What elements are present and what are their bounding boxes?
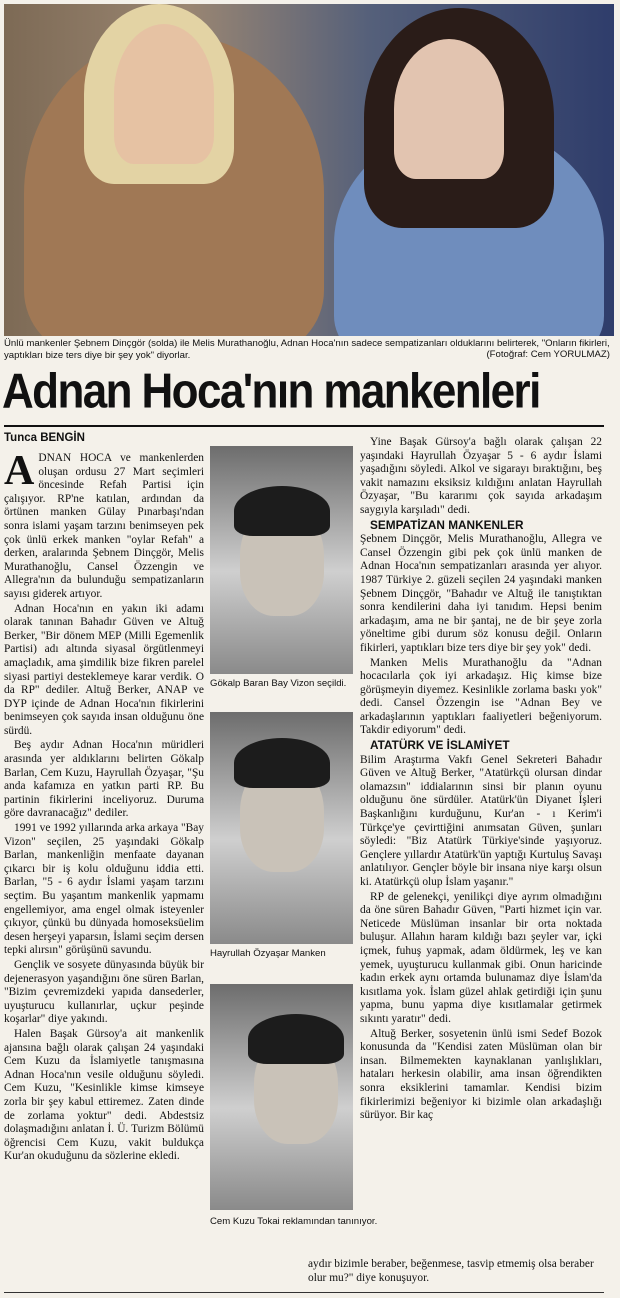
- headline-rule: [4, 425, 604, 427]
- photo-cem: [210, 984, 353, 1210]
- photo-hayrullah: [210, 712, 353, 944]
- col1-paragraph-5: Gençlik ve sosyete dünyasında büyük bir dejenerasyon yaşandığını öne süren Barlan, "Bizim çevremizdeki yapıda dansederler, uyuşturucu kullanırlar, uçkur peşinde koşarlar" diye yakındı.: [4, 958, 204, 1026]
- column-3: [360, 436, 602, 1124]
- bottom-rule: [4, 1292, 604, 1293]
- left-model-face: [114, 24, 214, 164]
- photo-caption-hayrullah: Hayrullah Özyaşar Manken: [210, 948, 326, 959]
- drop-cap: A: [4, 448, 35, 494]
- col1-paragraph-6: Halen Başak Gürsoy'a ait mankenlik ajansına bağlı olarak çalışan 24 yaşındaki Cem Kuzu da İslamiyetle tanışmasına Adnan Hoca'nın vesile olduğunu söyledi. Cem Kuzu, "Kesinlikle kimse kimseye zorla bir şey kabul ettiremez. Zaten dinde de zorlama yoktur" dedi. Abdestsiz dolaşmadığını anlatan İ. Ü. Turizm Bölümü öğrencisi Cem Kuzu, vakit buldukça Kur'an okuduğunu da sözlerine ekledi.: [4, 1027, 204, 1163]
- col3-paragraph-1: Yine Başak Gürsoy'a bağlı olarak çalışan 22 yaşındaki Hayrullah Özyaşar 5 - 6 aydır İslami yaşadığını söyledi. Alkol ve sigarayı bıraktığını, beş vakit namazını eksiksiz kıldığını anlatan Hayrullah Özyaşar, "Bu kararımı çok sayıda arkadaşım saygıyla karşıladı" dedi.: [360, 436, 602, 516]
- right-model-face: [394, 39, 504, 179]
- closing-line: aydır bizimle beraber, beğenmese, tasvip etmemiş olsa beraber olur mu?" diye konuşuyor.: [308, 1258, 594, 1284]
- subhead-ataturk: ATATÜRK VE İSLAMİYET: [370, 738, 510, 753]
- col1-paragraph-2: Adnan Hoca'nın en yakın iki adamı olarak tanınan Bahadır Güven ve Altuğ Berker, "Bir dönem MEP (Milli Egemenlik Partisi) adı altında siyasal örgütlenmeyi amaçladık, ama şimdilik bize fikren parelel siyasi partiyi desteklemeye karar verdik. O da RP" dediler. Altuğ Berker, ANAP ve DYP içinde de Adnan Hoca'nın fikirlerini benimseyen çok sayıda insan olduğunu öne sürdü.: [4, 602, 204, 737]
- byline: Tunca BENGİN: [4, 432, 85, 444]
- hair: [234, 486, 330, 536]
- photo-caption: [4, 338, 614, 361]
- photo-caption-gokalp: Gökalp Baran Bay Vizon seçildi.: [210, 678, 347, 689]
- col3-paragraph-4: Bilim Araştırma Vakfı Genel Sekreteri Bahadır Güven ve Altuğ Berker, "Atatürkçü olursan dindar olamazsın" iddialarının sinsi bir planın oyunu olduğunu öne sürdüler. Atatürk'ün Diyanet İşleri Başkanlığını kurduğunu, Kur'an - ı Kerim'i Türkçe'ye çevirttiğini anımsatan Güven, şunları söyledi: "Biz Atatürk Türkiye'sinde yaşıyoruz. Gençlere yıllardır Atatürk'ün yaptığı Kurtuluş Savaşı anlatılıyor. Gençler böyle bir insana niye karşı olsun ki. Atatürkçü olup İslam yaşanır.": [360, 753, 602, 888]
- col3-paragraph-6: Altuğ Berker, sosyetenin ünlü ismi Sedef Bozok konusunda da "Kendisi zaten Müslüman olan bir insan. Bilmemekten kaynaklanan yanlışlıkları, hataları herkesin olabilir, ama insan öğrendikten sonra eksiklerini tamamlar. Kendisi bizim fikirlerimizi beğeniyor ki bizimle olan arkadaşlığı sürüyor. Bir kaç: [360, 1027, 602, 1122]
- hair: [248, 1014, 344, 1064]
- photo-credit: (Fotoğraf: Cem YORULMAZ): [486, 349, 610, 360]
- col1-paragraph-3: Beş aydır Adnan Hoca'nın müridleri arasında yer aldıklarını belirten Gökalp Barlan, Cem Kuzu, Hayrullah Özyaşar, "Şu anda kafamıza en yatkın parti RP. Bu partinin fikirlerini inceliyoruz. Duruma göre davranacağız" dediler.: [4, 739, 204, 820]
- col3-paragraph-3: Manken Melis Murathanoğlu da "Adnan hocacılarla çok iyi arkadaşız. Hiç kimse bize görüşmeyin diyemez. Kesinlikle zorlama baskı yok" dedi. Cansel Özzengin ise "Adnan Bey ve arkadaşlarının yaptıkları faaliyetleri beğeniyorum. Takdir ediyorum" dedi.: [360, 656, 602, 737]
- column-1: [4, 448, 204, 1165]
- col1-paragraph-1: ADNAN HOCA ve mankenlerden oluşan ordusu 27 Mart seçimleri öncesinde Refah Partisi için çalışıyor. RP'ne katılan, ardından da örtünen manken Gülay Pınarbaşı'ndan sonra islami yaşam tarzını benimseyen pek çok ünlü erkek manken "oylar Refah" a derken, aralarında Şebnem Dinçgör, Melis Murathanoğlu, Cansel Özzengin ve Allegra'nın da bulunduğu sempatizanların sayısı giderek artıyor.: [4, 448, 204, 600]
- top-photo: [4, 4, 614, 336]
- col3-paragraph-5: RP de gelenekçi, yenilikçi diye ayrım olmadığını da öne süren Bahadır Güven, "Parti hizmet için var. Neticede Müslüman insanlar bir orta noktada buluşur. Allahın haram kıldığı bazı şeyler var, içki içmek, fuhuş yapmak, adam öldürmek, leş ve kan yemek, uyuşturucu kullanmak gibi. Onun haricinde kadın erkek aynı ortamda bulunamaz diye İslam'da kısıtlama yok. İslam güzel ahlak getirdiği için şunu yapma, bunu yapma diye kısıtlamalar getirmek sıkıntı yaratır" dedi.: [360, 890, 602, 1025]
- hair: [234, 738, 330, 788]
- photo-gokalp: [210, 446, 353, 674]
- photo-caption-cem: Cem Kuzu Tokai reklamından tanınıyor.: [210, 1216, 378, 1227]
- col3-paragraph-2: Şebnem Dinçgör, Melis Murathanoğlu, Allegra ve Cansel Özzengin gibi pek çok ünlü manken de Adnan Hoca'nın sempatizanları arasında yer alıyor. 1987 Türkiye 2. güzeli seçilen 24 yaşındaki manken Şebnem Dinçgör, "Bahadır ve Altuğ ile tanıştıktan sonra kendilerini daha iyi tanıdım. Hepsi benim arkadaşım, ama ne bir şantaj, ne de bir şeye zorla yöneltime gibi durum söz konusu değil. Onların fikirleri, yaptıkları bize ters diye bir şey yok" dedi.: [360, 533, 602, 654]
- photo-caption-text: Ünlü mankenler Şebnem Dinçgör (solda) ile Melis Murathanoğlu, Adnan Hoca'nın sadece sempatizanları olduklarını belirterek, "Onların fikirleri, yaptıkları bize ters diye bir şey yok" diyorlar.: [4, 338, 610, 361]
- col1-paragraph-4: 1991 ve 1992 yıllarında arka arkaya "Bay Vizon" seçilen, 25 yaşındaki Gökalp Barlan, mankenliğin menfaate dayanan çıkarcı bir iş kolu olduğunu iddia etti. Barlan, "5 - 6 aydır İslami yaşam tarzını seçtim. Bu yaşantım mankenlik yapmamı engellemiyor, ama engel olmak isteyenler çıkıyor, çünkü bu dünyada homoseksüelim desen herşeyi yaparsın, İslami seçim dersen tepki alırsın" görüşünü savundu.: [4, 822, 204, 957]
- subhead-sempatizan: SEMPATİZAN MANKENLER: [370, 517, 524, 532]
- headline: Adnan Hoca'nın mankenleri: [2, 364, 540, 419]
